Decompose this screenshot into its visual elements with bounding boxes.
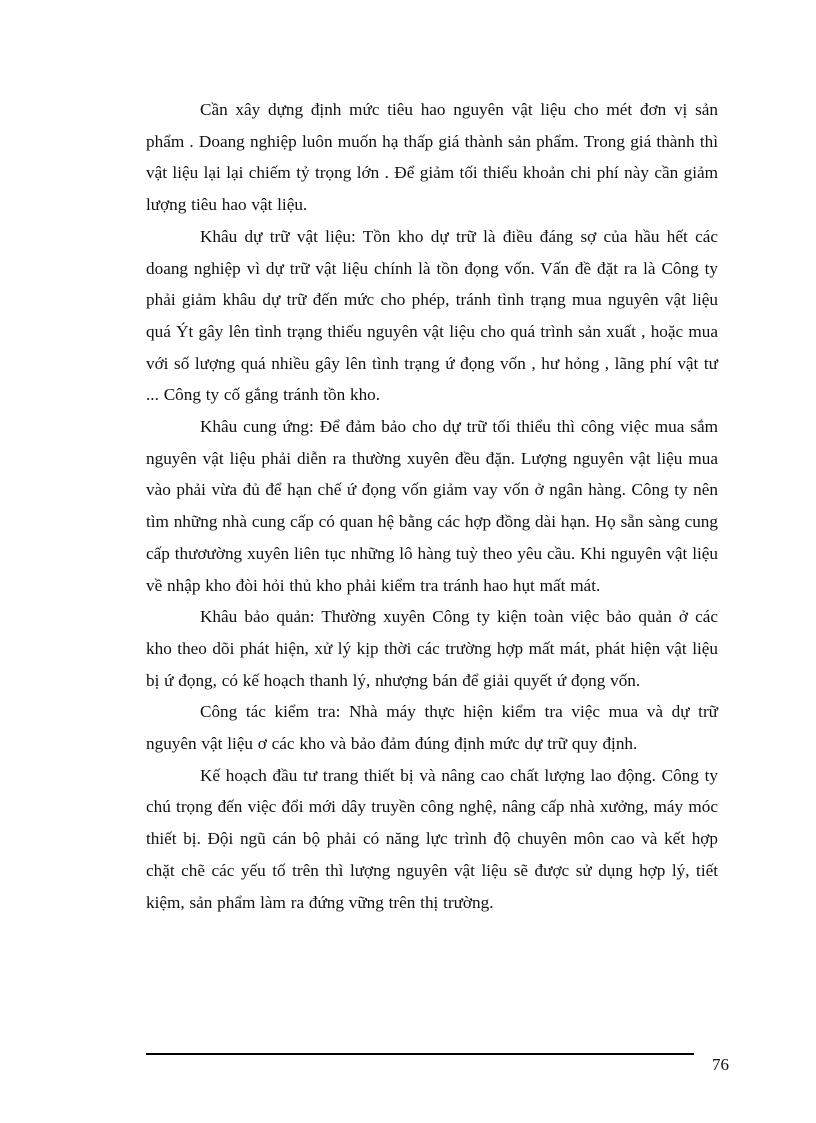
paragraph-inventory-reserve: Khâu dự trữ vật liệu: Tồn kho dự trữ là điều đáng sợ của hầu hết các doang nghiệp vì dự trữ vật liệu chính là tồn đọng vốn. Vấn đề đặt ra là Công ty phải giảm khâu dự trữ đến mức cho phép, tránh tình trạng mua nguyên vật liệu quá Ýt gây lên tình trạng thiếu nguyên vật liệu cho quá trình sản xuất , hoặc mua với số lượng quá nhiều gây lên tình trạng ứ đọng vốn , hư hỏng , lãng phí vật tư ... Công ty cố gắng tránh tồn kho. [146,226,718,405]
footer-divider [146,1053,694,1055]
paragraph-material-norms: Cần xây dựng định mức tiêu hao nguyên vật liệu cho mét đơn vị sản phẩm . Doang nghiệp luôn muốn hạ thấp giá thành sản phẩm. Trong giá thành thì vật liệu lại lại chiếm tỷ trọng lớn . Để giảm tối thiểu khoản chi phí này cần giảm lượng tiêu hao vật liệu. [146,100,718,215]
paragraph-investment-plan: Kế hoạch đầu tư trang thiết bị và nâng cao chất lượng lao động. Công ty chú trọng đến việc đổi mới dây truyền công nghệ, nâng cấp nhà xưởng, máy móc thiết bị. Đội ngũ cán bộ phải có năng lực trình độ chuyên môn cao và kết hợp chặt chẽ các yếu tố trên thì lượng nguyên vật liệu sẽ được sử dụng hợp lý, tiết kiệm, sản phẩm làm ra đứng vững trên thị trường. [146,765,718,912]
page-number: 76 [712,1055,729,1074]
body-text [146,94,718,918]
paragraph-inspection: Công tác kiểm tra: Nhà máy thực hiện kiểm tra việc mua và dự trữ nguyên vật liệu ơ các kho và bảo đảm đúng định mức dự trữ quy định. [146,702,718,754]
paragraph-supply: Khâu cung ứng: Để đảm bảo cho dự trữ tối thiểu thì công việc mua sắm nguyên vật liệu phải diễn ra thường xuyên đều đặn. Lượng nguyên vật liệu mua vào phải vừa đủ để hạn chế ứ đọng vốn giảm vay vốn ở ngân hàng. Công ty nên tìm những nhà cung cấp có quan hệ bằng các hợp đồng dài hạn. Họ sẵn sàng cung cấp thươường xuyên liên tục những lô hàng tuỳ theo yêu cầu. Khi nguyên vật liệu về nhập kho đòi hỏi thủ kho phải kiểm tra tránh hao hụt mất mát. [146,417,718,595]
paragraph-storage: Khâu bảo quản: Thường xuyên Công ty kiện toàn việc bảo quản ở các kho theo dõi phát hiện, xử lý kịp thời các trường hợp mất mát, phát hiện vật liệu bị ứ đọng, có kế hoạch thanh lý, nhượng bán để giải quyết ứ đọng vốn. [146,607,718,690]
